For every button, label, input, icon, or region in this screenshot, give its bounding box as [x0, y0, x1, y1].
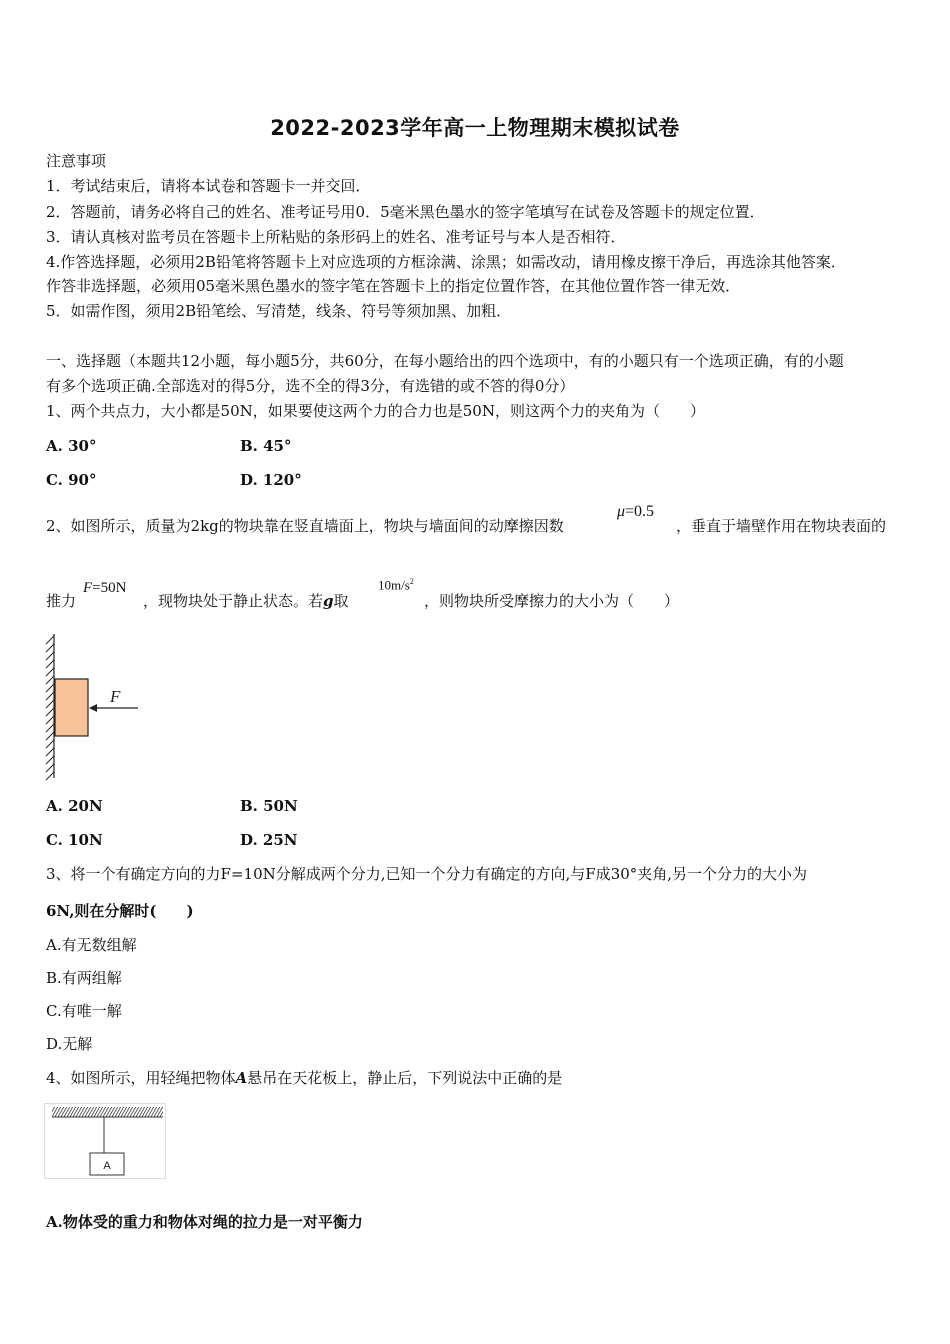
notice-item: 4.作答选择题，必须用2B铅笔将答题卡上对应选项的方框涂满、涂黑；如需改动，请用橡皮擦干净后，再选涂其他答案．	[46, 253, 846, 271]
question-3-stem-line2: 6N,则在分解时( )	[46, 902, 194, 920]
question-3-option-b[interactable]: B.有两组解	[46, 969, 122, 987]
question-2-stem-line2b: ，现物块处于静止状态。若g取	[143, 592, 349, 610]
force-expression: F=50N	[83, 580, 127, 596]
notice-heading: 注意事项	[46, 152, 107, 170]
question-2-option-a[interactable]: A. 20N	[46, 797, 103, 815]
g-expression: $10m/s^2$	[378, 577, 414, 593]
hanging-block-diagram	[44, 1103, 166, 1179]
question-1-option-d[interactable]: D. 120°	[240, 471, 302, 489]
page-title: 2022-2023学年高一上物理期末模拟试卷	[270, 116, 680, 140]
mu-expression: μ=0.5	[617, 503, 655, 520]
force-arrow-head	[89, 704, 97, 712]
question-3-stem: 3、将一个有确定方向的力F=10N分解成两个分力,已知一个分力有确定的方向,与F成30°夹角,另一个分力的大小为	[46, 865, 808, 883]
notice-item: 3．请认真核对监考员在答题卡上所粘贴的条形码上的姓名、准考证号与本人是否相符．	[46, 228, 626, 246]
section-instructions: 一、选择题（本题共12小题，每小题5分，共60分，在每小题给出的四个选项中，有的小题只有一个选项正确，有的小题	[46, 352, 844, 370]
block-label: A	[103, 1160, 111, 1172]
notice-item: 2．答题前，请务必将自己的姓名、准考证号用0．5毫米黑色墨水的签字笔填写在试卷及答题卡的规定位置．	[46, 203, 765, 221]
question-2-stem-line2: 推力	[46, 592, 77, 610]
question-1-stem: 1、两个共点力，大小都是50N，如果要使这两个力的合力也是50N，则这两个力的夹角为（ ）	[46, 402, 705, 420]
question-2-option-b[interactable]: B. 50N	[240, 797, 298, 815]
question-2-option-c[interactable]: C. 10N	[46, 831, 103, 849]
block	[55, 679, 88, 736]
notice-item: 作答非选择题，必须用05毫米黑色墨水的签字笔在答题卡上的指定位置作答，在其他位置作答一律无效．	[46, 277, 741, 295]
ceiling-hatching	[52, 1107, 163, 1117]
question-2-option-d[interactable]: D. 25N	[240, 831, 298, 849]
force-label: F	[110, 687, 121, 706]
question-1-option-b[interactable]: B. 45°	[240, 437, 292, 455]
question-2-stem: 2、如图所示，质量为2kg的物块靠在竖直墙面上，物块与墙面间的动摩擦因数	[46, 517, 564, 535]
wall-hatching	[46, 636, 54, 780]
question-2-stem-line2c: ，则物块所受摩擦力的大小为（ ）	[424, 592, 680, 610]
notice-item: 1．考试结束后，请将本试卷和答题卡一并交回．	[46, 177, 371, 195]
section-instructions: 有多个选项正确.全部选对的得5分，选不全的得3分，有选错的或不答的得0分）	[46, 377, 575, 395]
question-3-option-a[interactable]: A.有无数组解	[46, 936, 137, 954]
question-4-option-a[interactable]: A.物体受的重力和物体对绳的拉力是一对平衡力	[46, 1213, 363, 1231]
question-4-stem: 4、如图所示，用轻绳把物体A悬吊在天花板上，静止后，下列说法中正确的是	[46, 1069, 563, 1087]
question-1-option-a[interactable]: A. 30°	[46, 437, 97, 455]
question-3-option-c[interactable]: C.有唯一解	[46, 1002, 122, 1020]
question-2-stem-cont: ，垂直于墙壁作用在物块表面的	[676, 517, 887, 535]
question-1-option-c[interactable]: C. 90°	[46, 471, 97, 489]
question-3-option-d[interactable]: D.无解	[46, 1035, 93, 1053]
wall-block-diagram	[40, 632, 150, 782]
notice-item: 5．如需作图，须用2B铅笔绘、写清楚，线条、符号等须加黑、加粗．	[46, 302, 512, 320]
